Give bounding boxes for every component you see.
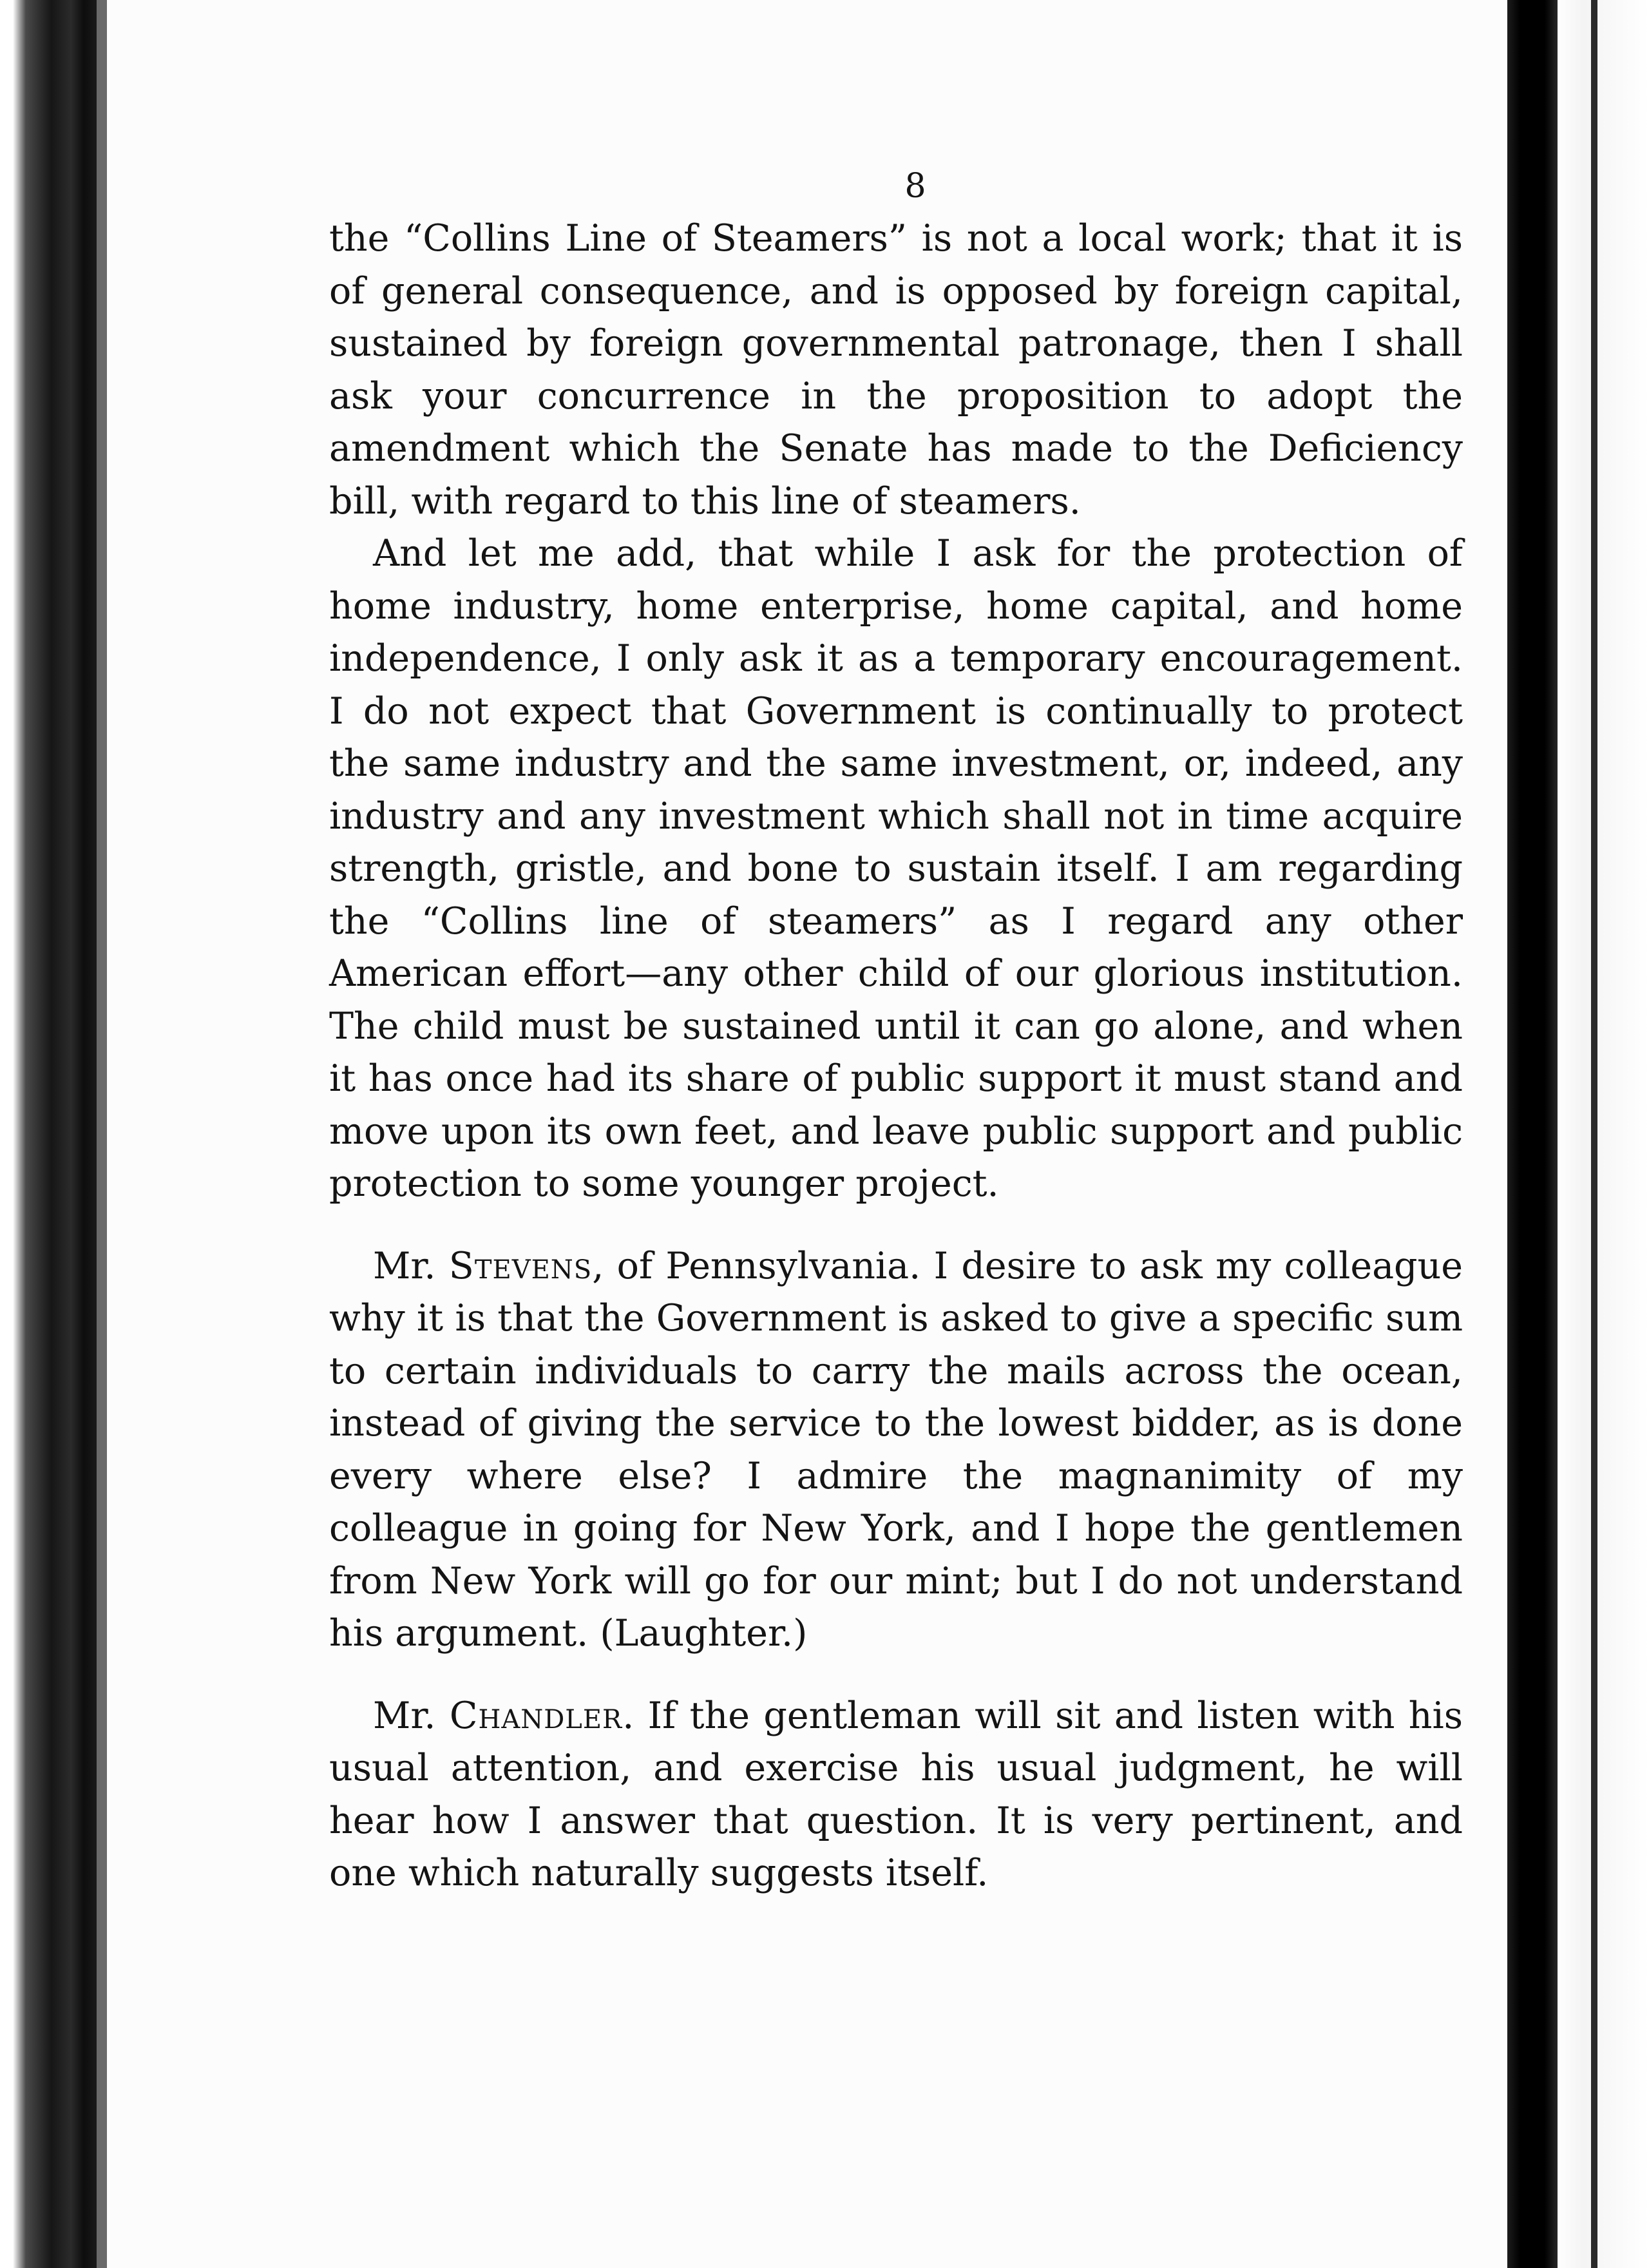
book-binding-left-edge [0, 0, 97, 2268]
paragraph-text: . If the gentleman will sit and listen with his usual attention, and exercise his usual judgment, he will hear how I answer that question. It is very pertinent, and one which naturally suggests itself. [329, 1694, 1463, 1894]
paragraph-text: And let me add, that while I ask for the protection of home industry, home enterprise, home capital, and home independence, I only ask it as a temporary encouragement. I do not expect that Government is continually to protect the same industry and the same investment, or, indeed, any industry and any investment which shall not in time acquire strength, gristle, and bone to sustain itself. I am regarding the “Collins line of steamers” as I regard any other American effort—any other child of our glorious institution. The child must be sustained until it can go alone, and when it has once had its share of public support it must stand and move upon its own feet, and leave public support and public protection to some younger project. [329, 532, 1463, 1205]
page-left-shadow [97, 0, 107, 2268]
paragraph-chandler [329, 1690, 1463, 1900]
book-binding-right-edge [1507, 0, 1558, 2268]
page-paper [107, 0, 1507, 2268]
paragraph-home-industry [329, 528, 1463, 1211]
page-text-block [329, 160, 1463, 1900]
page-number: 8 [904, 167, 926, 206]
paragraph-continuation [329, 213, 1463, 528]
speaker-name: Chandler [449, 1694, 623, 1737]
paragraph-text: , of Pennsylvania. I desire to ask my colleague why it is that the Government is asked to give a specific sum to certain individuals to carry the mails across the ocean, instead of giving the service to the lowest bidder, as is done every where else? I admire the magnanimity of my colleague in going for New York, and I hope the gentlemen from New York will go for our mint; but I do not understand his argument. (Laughter.) [329, 1244, 1463, 1655]
paragraph-text: the “Collins Line of Steamers” is not a local work; that it is of general consequence, and is opposed by foreign capital, sustained by foreign governmental patronage, then I shall ask your concurrence in the proposition to adopt the amendment which the Senate has made to the Deficiency bill, with regard to this line of steamers. [329, 217, 1463, 523]
speaker-prefix: Mr. [373, 1694, 450, 1737]
speaker-name: Stevens [448, 1244, 593, 1287]
paragraph-stevens [329, 1240, 1463, 1660]
next-page-edge [1558, 0, 1649, 2268]
speaker-prefix: Mr. [373, 1244, 449, 1287]
